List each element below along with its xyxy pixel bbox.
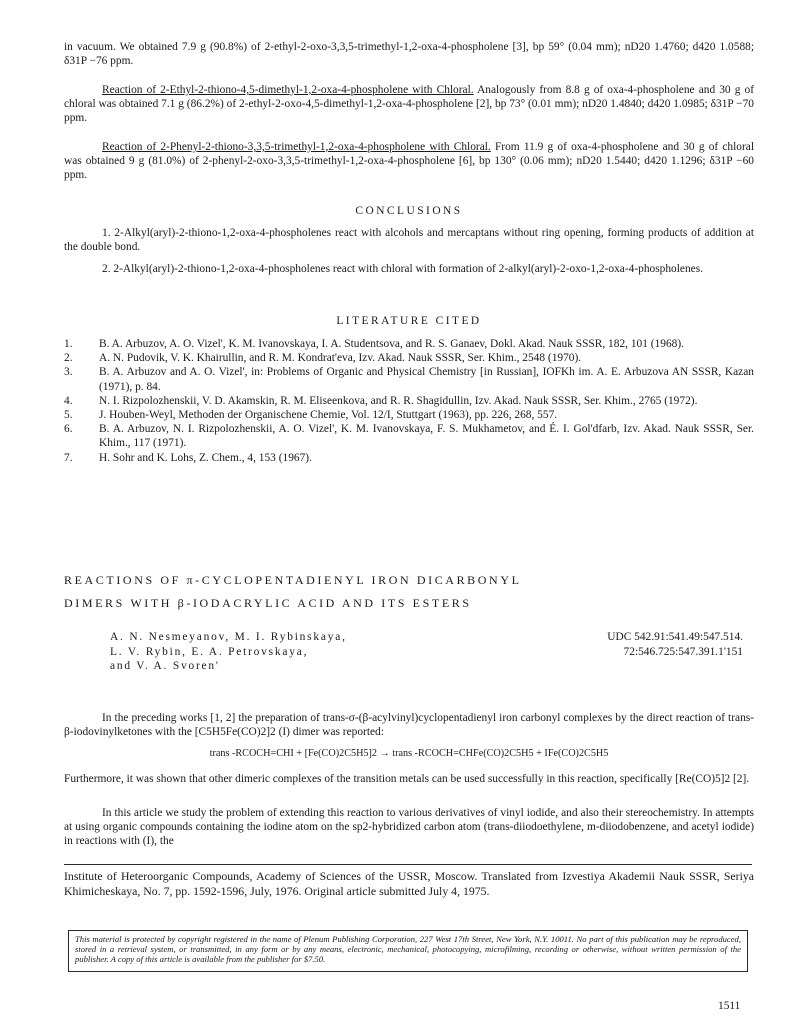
reference-list xyxy=(64,337,754,465)
conclusions-list xyxy=(64,226,754,277)
reference-item xyxy=(64,365,754,393)
reference-item xyxy=(64,394,754,408)
page-number: 1511 xyxy=(718,1000,741,1012)
article-title xyxy=(64,569,764,615)
author-line: A. N. Nesmeyanov, M. I. Rybinskaya, xyxy=(110,631,347,643)
reaction-equation: trans -RCOCH=CHI + [Fe(CO)2C5H5]2 → trans -RCOCH=CHFe(CO)2C5H5 + IFe(CO)2C5H5 xyxy=(209,748,609,759)
reference-item xyxy=(64,408,754,422)
reaction-2-paragraph xyxy=(64,140,754,183)
body-paragraph: In this article we study the problem of extending this reaction to various derivatives of vinyl iodide, and also their stereochemistry. In attempts at using organic compounds containing the iodine atom on the sp2-hybridized carbon atom (trans-diiodoethylene, m-diiodobenzene, and acetyl iodide) in reactions with (I), the xyxy=(64,807,754,848)
reaction-1-title: Reaction of 2-Ethyl-2-thiono-4,5-dimethyl-1,2-oxa-4-phospholene with Chloral. xyxy=(102,84,474,96)
reference-text: A. N. Pudovik, V. K. Khairullin, and R. M. Kondrat'eva, Izv. Akad. Nauk SSSR, Ser. Khim., 2548 (1970). xyxy=(99,352,582,365)
copyright-notice: This material is protected by copyright registered in the name of Plenum Publishing Corporation, 227 West 17th Street, New York, N.Y. 10011. No part of this publication may be reproduced, stored in a retrieval system, or transmitted, in any form or by any means, electronic, mechanical, photocopying, microfilming, recording or otherwise, without written permission of the publisher. A copy of this article is available from the publisher for $7.50. xyxy=(68,930,748,972)
reference-text: B. A. Arbuzov and A. O. Vizel', in: Problems of Organic and Physical Chemistry [in Russian], IOFKh im. A. E. Arbuzova AN SSSR, Kazan (1971), p. 84. xyxy=(99,366,754,393)
reference-item xyxy=(64,351,754,365)
reference-text: H. Sohr and K. Lohs, Z. Chem., 4, 153 (1967). xyxy=(99,451,312,464)
conclusion-item: 2. 2-Alkyl(aryl)-2-thiono-1,2-oxa-4-phospholenes react with chloral with formation of 2-alkyl(aryl)-2-oxo-1,2-oxa-4-phospholenes. xyxy=(102,263,704,276)
author-line: L. V. Rybin, E. A. Petrovskaya, xyxy=(110,645,309,658)
intro-paragraph-3 xyxy=(64,806,754,849)
reference-item xyxy=(64,451,754,465)
udc-line-1: UDC 542.91:541.49:547.514. xyxy=(607,631,743,643)
reference-number: 1. xyxy=(64,338,73,350)
udc-line-2: 72:546.725:547.391.1'151 xyxy=(623,645,743,658)
udc-code xyxy=(500,630,743,659)
reference-text: B. A. Arbuzov, N. I. Rizpolozhenskii, A. O. Vizel', K. M. Ivanovskaya, F. S. Mukhametov, and É. I. Gol'dfarb, Izv. Akad. Nauk SSSR, Ser. Khim., 117 (1971). xyxy=(99,423,754,450)
reaction-2-text: From 11.9 g of oxa-4-phospholene and 30 g of chloral was obtained 9 g (81.0%) of 2-phenyl-2-oxo-3,3,5-trimethyl-1,2-oxa-4-phospholene [6], bp 130° (0.06 mm); nD20 1.5440; d420 1.1296; δ31P −60 ppm. xyxy=(64,141,755,182)
reference-item xyxy=(64,337,754,351)
reference-number: 2. xyxy=(64,352,73,365)
reference-number: 3. xyxy=(64,366,73,379)
author-list xyxy=(110,630,510,674)
intro-paragraph-2 xyxy=(64,772,754,786)
author-line: and V. A. Svoren' xyxy=(110,660,220,672)
experimental-continuation xyxy=(64,40,754,68)
reference-text: J. Houben-Weyl, Methoden der Organischene Chemie, Vol. 12/I, Stuttgart (1963), pp. 226, 268, 557. xyxy=(99,409,558,422)
article-title-line-1: REACTIONS OF π-CYCLOPENTADIENYL IRON DICARBONYL xyxy=(64,573,522,587)
affiliation-footnote xyxy=(64,869,754,899)
reference-text: N. I. Rizpolozhenskii, V. D. Akamskin, R. M. Eliseenkova, and R. R. Shagidullin, Izv. Akad. Nauk SSSR, Ser. Khim., 2765 (1972). xyxy=(99,394,698,407)
reaction-1-text: Analogously from 8.8 g of oxa-4-phospholene and 30 g of chloral was obtained 7.1 g (86.2%) of 2-ethyl-2-oxo-4,5-dimethyl-1,2-oxa-4-phospholene [2], bp 73° (0.01 mm); nD20 1.4840; d420 1.0985; δ31P −70 ppm. xyxy=(64,84,754,125)
conclusion-item: 1. 2-Alkyl(aryl)-2-thiono-1,2-oxa-4-phospholenes react with alcohols and mercaptans without ring opening, forming products of addition at the double bond. xyxy=(64,227,754,254)
reference-number: 7. xyxy=(64,451,73,464)
reference-number: 4. xyxy=(64,394,73,407)
reaction-2-title: Reaction of 2-Phenyl-2-thiono-3,3,5-trimethyl-1,2-oxa-4-phospholene with Chloral. xyxy=(102,141,491,153)
reaction-1-section xyxy=(64,83,754,126)
reference-text: B. A. Arbuzov, A. O. Vizel', K. M. Ivanovskaya, I. A. Studentsova, and R. S. Ganaev, Dokl. Akad. Nauk SSSR, 182, 101 (1968). xyxy=(99,338,684,350)
reaction-1-paragraph xyxy=(64,83,754,126)
reference-number: 6. xyxy=(64,423,73,436)
literature-heading: LITERATURE CITED xyxy=(336,315,482,327)
body-paragraph: Furthermore, it was shown that other dimeric complexes of the transition metals can be used successfully in this reaction, specifically [Re(CO)5]2 [2]. xyxy=(64,773,750,785)
body-paragraph: In the preceding works [1, 2] the preparation of trans-σ-(β-acylvinyl)cyclopentadienyl iron carbonyl complexes by the direct reaction of trans-β-iodovinylketones with the [C5H5Fe(CO)2]2 (I) dimer was reported: xyxy=(64,712,754,739)
continuation-paragraph: in vacuum. We obtained 7.9 g (90.8%) of 2-ethyl-2-oxo-3,3,5-trimethyl-1,2-oxa-4-phospholene [3], bp 59° (0.04 mm); nD20 1.4760; d420 1.0588; δ31P −76 ppm. xyxy=(64,41,754,68)
intro-paragraph-1 xyxy=(64,711,754,739)
conclusions-heading: CONCLUSIONS xyxy=(355,205,463,217)
reference-item xyxy=(64,422,754,450)
article-title-line-2: DIMERS WITH β-IODACRYLIC ACID AND ITS ESTERS xyxy=(64,596,472,610)
reaction-2-section xyxy=(64,140,754,183)
footnote-text: Institute of Heteroorganic Compounds, Academy of Sciences of the USSR, Moscow. Translated from Izvestiya Akademii Nauk SSSR, Seriya Khimicheskaya, No. 7, pp. 1592-1596, July, 1976. Original article submitted July 4, 1975. xyxy=(64,869,754,898)
reference-number: 5. xyxy=(64,409,73,422)
footnote-divider xyxy=(64,864,752,865)
